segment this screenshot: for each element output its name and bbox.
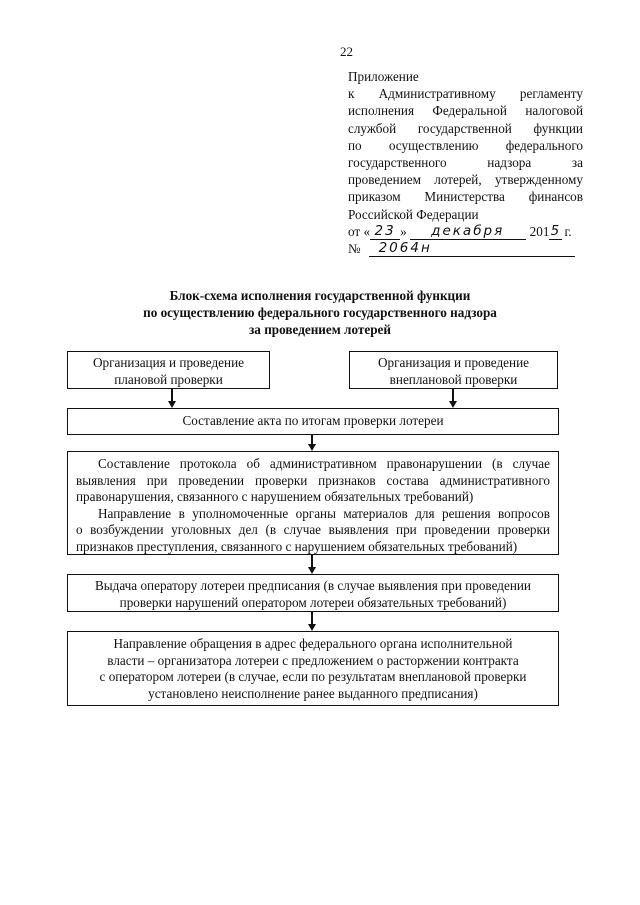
flow-box-contract-termination-appeal <box>67 631 559 706</box>
appendix-line: службой государственной функции <box>348 120 583 136</box>
date-month: декабря <box>410 224 526 240</box>
number-prefix: № <box>348 241 361 257</box>
date-day: 23 <box>370 224 400 240</box>
box-line: признаков преступления, связанного с нарушением обязательных требований) <box>76 538 518 554</box>
box-line: выявления при проведении проверки признаков состава административного <box>76 472 550 488</box>
appendix-block <box>348 68 583 257</box>
flow-box-planned-inspection <box>67 351 270 389</box>
appendix-line: приказом Министерства финансов <box>348 189 583 205</box>
box-line: Составление акта по итогам проверки лотереи <box>182 413 444 428</box>
appendix-line: по осуществлению федерального <box>348 137 583 153</box>
appendix-line: проведением лотерей, утвержденному <box>348 172 583 188</box>
page-title <box>100 287 540 338</box>
title-line: за проведением лотерей <box>249 322 391 337</box>
title-line: Блок-схема исполнения государственной функции <box>169 288 471 303</box>
page-number: 22 <box>340 44 353 59</box>
appendix-date <box>348 223 583 240</box>
box-line: правонарушения, связанного с нарушением обязательных требований) <box>76 489 474 504</box>
date-year-suffix: 5 <box>550 223 562 240</box>
box-line: Выдача оператору лотереи предписания (в случае выявления при проведении <box>94 578 531 593</box>
box-line: проверки нарушений оператором лотереи обязательных требований) <box>119 594 507 610</box>
box-line: Направление обращения в адрес федерального органа исполнительной <box>113 636 513 651</box>
title-line: по осуществлению федерального государственного надзора <box>143 305 497 320</box>
box-line: с оператором лотереи (в случае, если по результатам внеплановой проверки <box>99 669 527 684</box>
flow-box-protocol-and-materials <box>67 451 559 555</box>
box-line: Составление протокола об административном правонарушении (в случае <box>98 456 550 471</box>
box-line: установлено неисполнение ранее выданного предписания) <box>148 685 478 701</box>
box-line: о возбуждении уголовных дел (в случае выявления при проведении проверки <box>76 522 550 537</box>
box-line: внеплановой проверки <box>389 371 518 387</box>
date-year-prefix: 201 <box>529 223 550 239</box>
appendix-line: исполнения Федеральной налоговой <box>348 103 583 119</box>
date-prefix: от « <box>348 223 371 239</box>
box-line: Организация и проведение <box>93 355 244 370</box>
number-value: 2064н <box>369 241 575 257</box>
box-line: плановой проверки <box>114 371 223 387</box>
flow-box-unplanned-inspection <box>349 351 558 389</box>
appendix-line: к Административному регламенту <box>348 86 583 102</box>
box-line: Организация и проведение <box>378 355 529 370</box>
appendix-line: Приложение <box>348 69 419 84</box>
appendix-line: Российской Федерации <box>348 206 479 222</box>
flow-box-inspection-act <box>67 408 559 435</box>
appendix-line: государственного надзора за <box>348 155 583 171</box>
flow-box-order-issuance <box>67 574 559 612</box>
date-year-end: г. <box>564 223 572 239</box>
appendix-number <box>348 240 583 257</box>
box-line: Направление в уполномоченные органы материалов для решения вопросов <box>98 505 550 521</box>
date-mid: » <box>400 223 407 239</box>
box-line: власти – организатора лотереи с предложением о расторжении контракта <box>107 652 519 668</box>
